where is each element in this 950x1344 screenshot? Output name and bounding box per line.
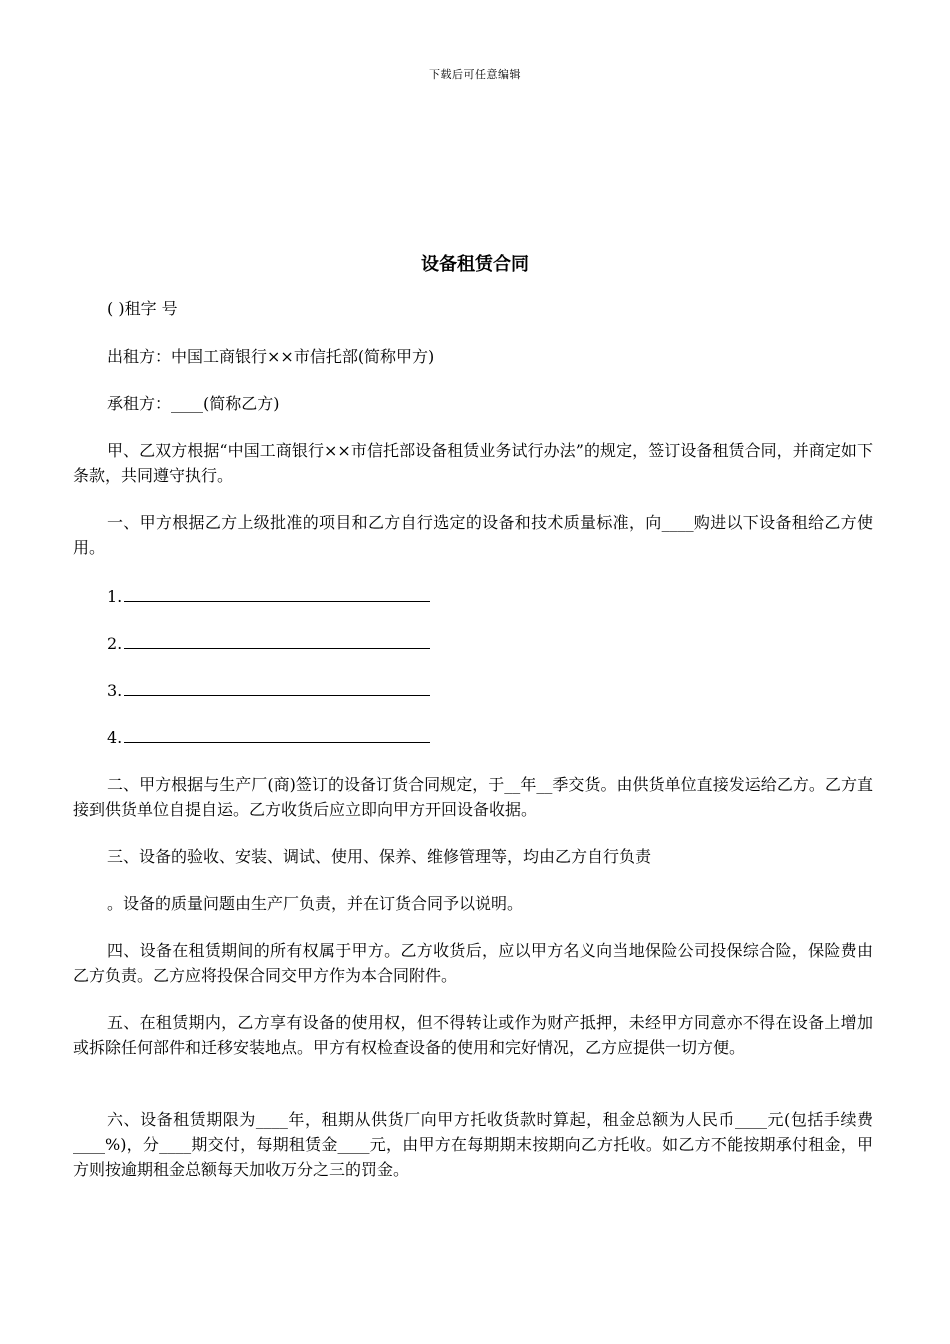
equipment-item-4 bbox=[107, 725, 430, 750]
clause-6: 六、设备租赁期限为____年，租期从供货厂向甲方托收货款时算起，租金总额为人民币____元(包括手续费____%)，分____期交付，每期租赁金____元，由甲方在每期期末按期向乙方托收。如乙方不能按期承付租金，甲方则按逾期租金总额每天加收万分之三的罚金。 bbox=[73, 1110, 873, 1179]
clause-2: 二、甲方根据与生产厂(商)签订的设备订货合同规定，于__年__季交货。由供货单位直接发运给乙方。乙方直接到供货单位自提自运。乙方收货后应立即向甲方开回设备收据。 bbox=[73, 775, 873, 819]
blank-line bbox=[124, 634, 430, 649]
clause-3: 三、设备的验收、安装、调试、使用、保养、维修管理等，均由乙方自行负责 bbox=[107, 847, 652, 866]
equipment-item-1 bbox=[107, 584, 430, 609]
equipment-item-2 bbox=[107, 631, 430, 656]
document-title: 设备租赁合同 bbox=[421, 254, 529, 275]
clause-4: 四、设备在租赁期间的所有权属于甲方。乙方收货后，应以甲方名义向当地保险公司投保综合险，保险费由乙方负责。乙方应将投保合同交甲方作为本合同附件。 bbox=[73, 941, 873, 985]
item-number: 2. bbox=[107, 634, 123, 653]
blank-line bbox=[124, 728, 430, 743]
clause-3-continued: 。设备的质量问题由生产厂负责，并在订货合同予以说明。 bbox=[107, 894, 524, 913]
blank-line bbox=[124, 681, 430, 696]
clause-1: 一、甲方根据乙方上级批准的项目和乙方自行选定的设备和技术质量标准，向____购进以下设备租给乙方使用。 bbox=[73, 513, 873, 557]
equipment-item-3 bbox=[107, 678, 430, 703]
header-note: 下载后可任意编辑 bbox=[429, 68, 521, 81]
lessee-line: 承租方：____(简称乙方) bbox=[107, 394, 280, 413]
item-number: 3. bbox=[107, 681, 123, 700]
item-number: 1. bbox=[107, 587, 123, 606]
lessor-line: 出租方：中国工商银行××市信托部(简称甲方) bbox=[107, 347, 435, 366]
clause-5: 五、在租赁期内，乙方享有设备的使用权，但不得转让或作为财产抵押，未经甲方同意亦不得在设备上增加或拆除任何部件和迁移安装地点。甲方有权检查设备的使用和完好情况，乙方应提供一切方便。 bbox=[73, 1013, 873, 1057]
item-number: 4. bbox=[107, 728, 123, 747]
intro-paragraph: 甲、乙双方根据“中国工商银行××市信托部设备租赁业务试行办法”的规定，签订设备租赁合同，并商定如下条款，共同遵守执行。 bbox=[73, 441, 873, 485]
blank-line bbox=[124, 587, 430, 602]
reference-number-line: ( )租字 号 bbox=[107, 299, 178, 318]
